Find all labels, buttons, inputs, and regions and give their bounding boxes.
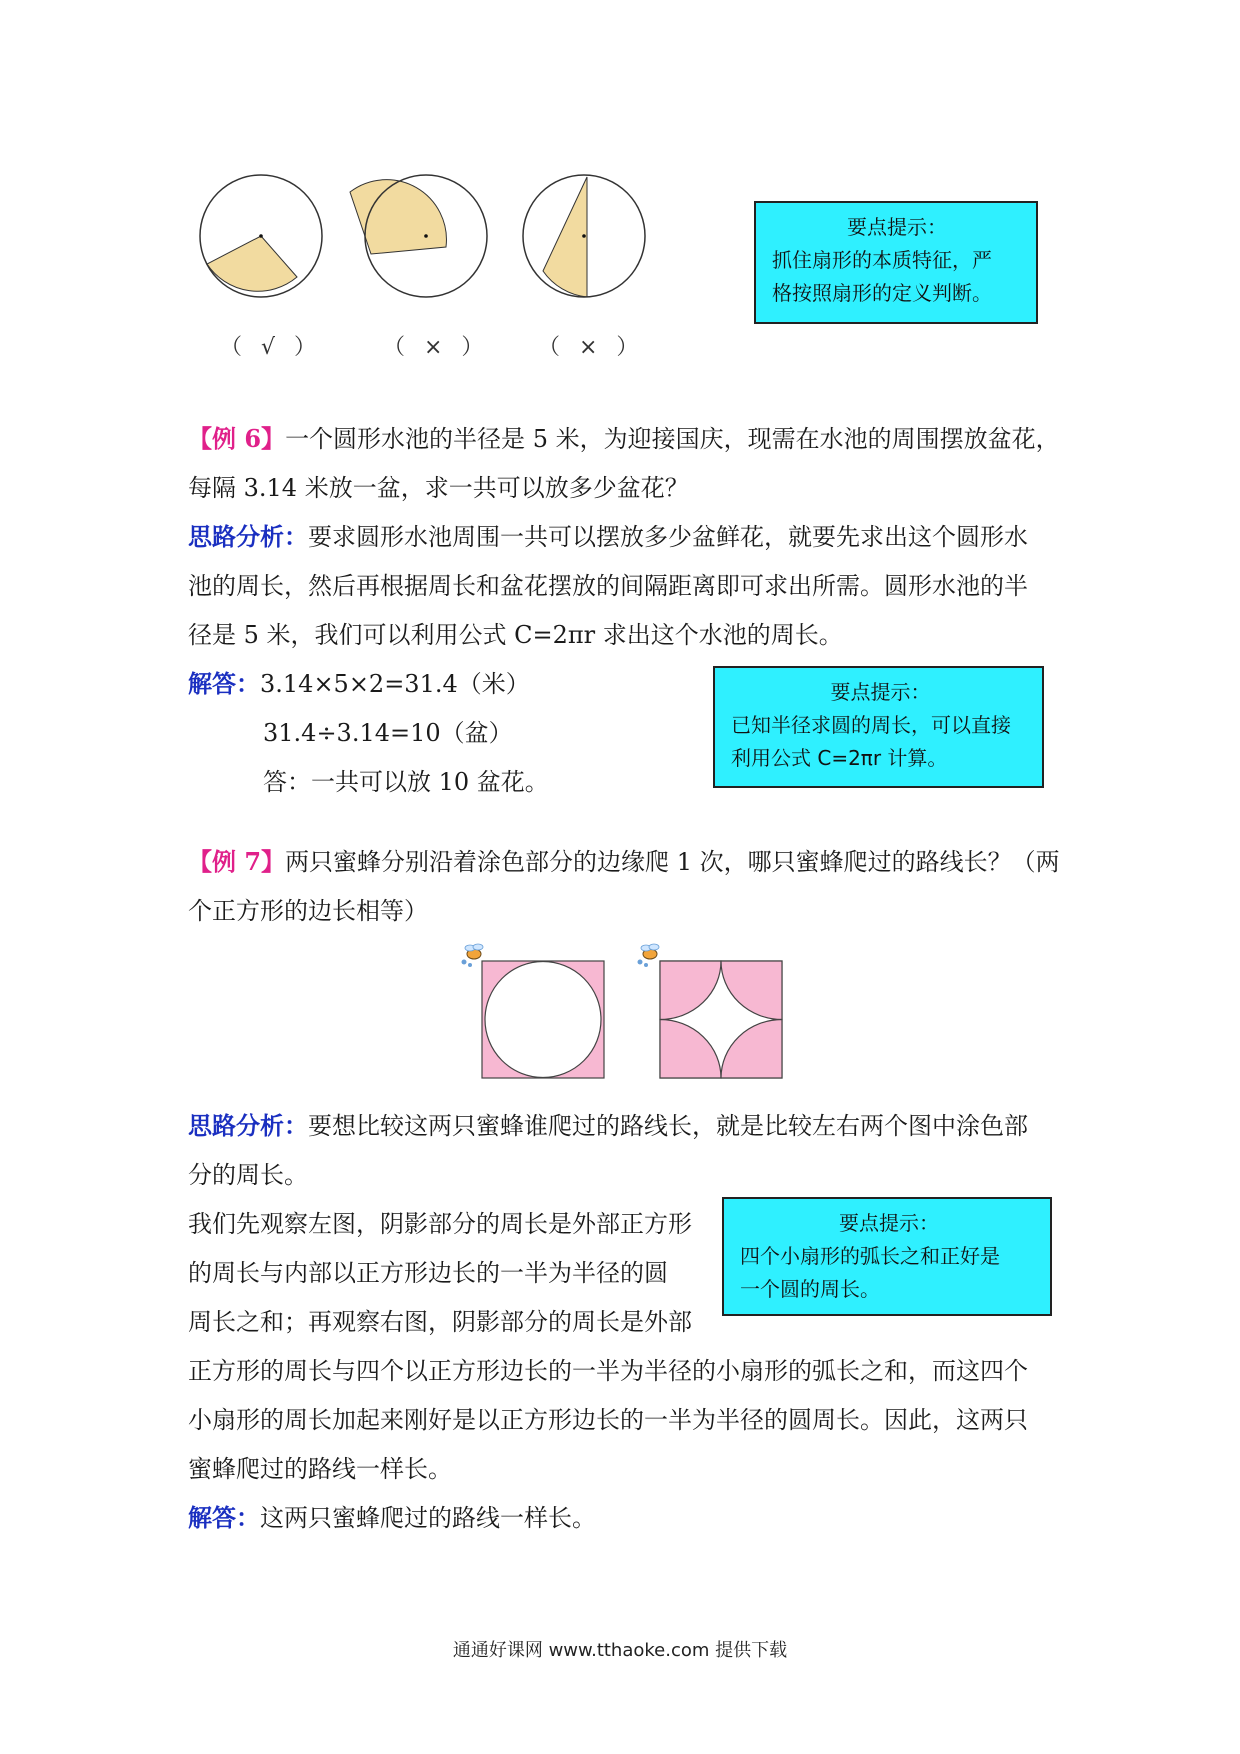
circle-figure-1 [200, 175, 322, 297]
example6-analysis-line1 [188, 523, 1028, 551]
non-sector-shape-3 [543, 177, 587, 297]
tip-line: 一个圆的周长。 [740, 1277, 880, 1301]
example7-answer-line [188, 1504, 596, 1532]
tip-line: 格按照扇形的定义判断。 [772, 281, 992, 305]
tip-box-2 [713, 666, 1044, 788]
example6-tag: 【例 6】 [188, 424, 286, 453]
example7-body-line1: 我们先观察左图，阴影部分的周长是外部正方形 [188, 1210, 692, 1238]
analysis-text: 要想比较这两只蜜蜂谁爬过的路线长，就是比较左右两个图中涂色部 [308, 1112, 1028, 1140]
tip-line: 已知半径求圆的周长，可以直接 [731, 713, 1011, 737]
answer-text: 3.14×5×2=31.4（米） [260, 670, 530, 698]
example7-body-line3: 周长之和；再观察右图，阴影部分的周长是外部 [188, 1308, 692, 1336]
tip-title: 要点提示： [847, 215, 947, 239]
tip-line: 四个小扇形的弧长之和正好是 [740, 1244, 1000, 1268]
example6-question-line1 [188, 425, 1060, 453]
bee-icon [462, 944, 484, 967]
left-square-with-circle [482, 961, 604, 1078]
circle-sector-figures [190, 170, 660, 310]
example7-body-line4: 正方形的周长与四个以正方形边长的一半为半径的小扇形的弧长之和，而这四个 [188, 1357, 1028, 1385]
example7-tag: 【例 7】 [188, 847, 286, 876]
analysis-text: 要求圆形水池周围一共可以摆放多少盆鲜花，就要先求出这个圆形水 [308, 523, 1028, 551]
example6-analysis-line3: 径是 5 米，我们可以利用公式 C=2πr 求出这个水池的周长。 [188, 621, 843, 649]
circle-figure-2 [350, 175, 487, 297]
example6-answer-line2: 31.4÷3.14=10（盆） [263, 719, 513, 747]
example7-question-line1 [188, 848, 1060, 876]
judge-mark-2: （ × ） [383, 335, 490, 360]
tip-title: 要点提示： [830, 680, 931, 704]
tip-line: 抓住扇形的本质特征，严 [772, 248, 992, 272]
tip-title: 要点提示： [839, 1211, 939, 1235]
circle-figure-3 [523, 175, 645, 297]
answer-text: 这两只蜜蜂爬过的路线一样长。 [260, 1504, 596, 1532]
right-square-with-sectors [660, 961, 782, 1078]
example7-body-line2: 的周长与内部以正方形边长的一半为半径的圆 [188, 1259, 668, 1287]
example7-body-line5: 小扇形的周长加起来刚好是以正方形边长的一半为半径的圆周长。因此，这两只 [188, 1406, 1028, 1434]
tip-box-1 [754, 201, 1038, 324]
example7-question-text: 两只蜜蜂分别沿着涂色部分的边缘爬 1 次，哪只蜜蜂爬过的路线长？（两 [285, 848, 1060, 876]
bee-squares-figure [450, 940, 800, 1080]
example6-analysis-line2: 池的周长，然后再根据周长和盆花摆放的间隔距离即可求出所需。圆形水池的半 [188, 572, 1028, 600]
tip-line: 利用公式 C=2πr 计算。 [731, 746, 948, 770]
example6-answer-line3: 答：一共可以放 10 盆花。 [263, 768, 549, 796]
answer-label: 解答： [188, 1503, 260, 1532]
example7-body-line6: 蜜蜂爬过的路线一样长。 [188, 1455, 452, 1483]
analysis-label: 思路分析： [188, 522, 308, 551]
example7-question-line2: 个正方形的边长相等） [188, 897, 428, 925]
judge-mark-3: （ × ） [538, 335, 645, 360]
example6-question-line2: 每隔 3.14 米放一盆，求一共可以放多少盆花？ [188, 474, 689, 502]
example7-analysis-line2: 分的周长。 [188, 1161, 308, 1189]
example6-question-text: 一个圆形水池的半径是 5 米，为迎接国庆，现需在水池的周围摆放盆花， [285, 425, 1060, 453]
analysis-label: 思路分析： [188, 1111, 308, 1140]
non-sector-shape-2 [350, 180, 446, 254]
example6-answer-line1 [188, 670, 530, 698]
example7-analysis-line1 [188, 1112, 1028, 1140]
tip-box-3 [722, 1197, 1052, 1316]
bee-icon [638, 944, 660, 967]
judge-mark-1: （ √ ） [220, 335, 323, 360]
sector-1 [207, 236, 297, 291]
page-footer: 通通好课网 www.tthaoke.com 提供下载 [452, 1640, 788, 1661]
answer-label: 解答： [188, 669, 260, 698]
